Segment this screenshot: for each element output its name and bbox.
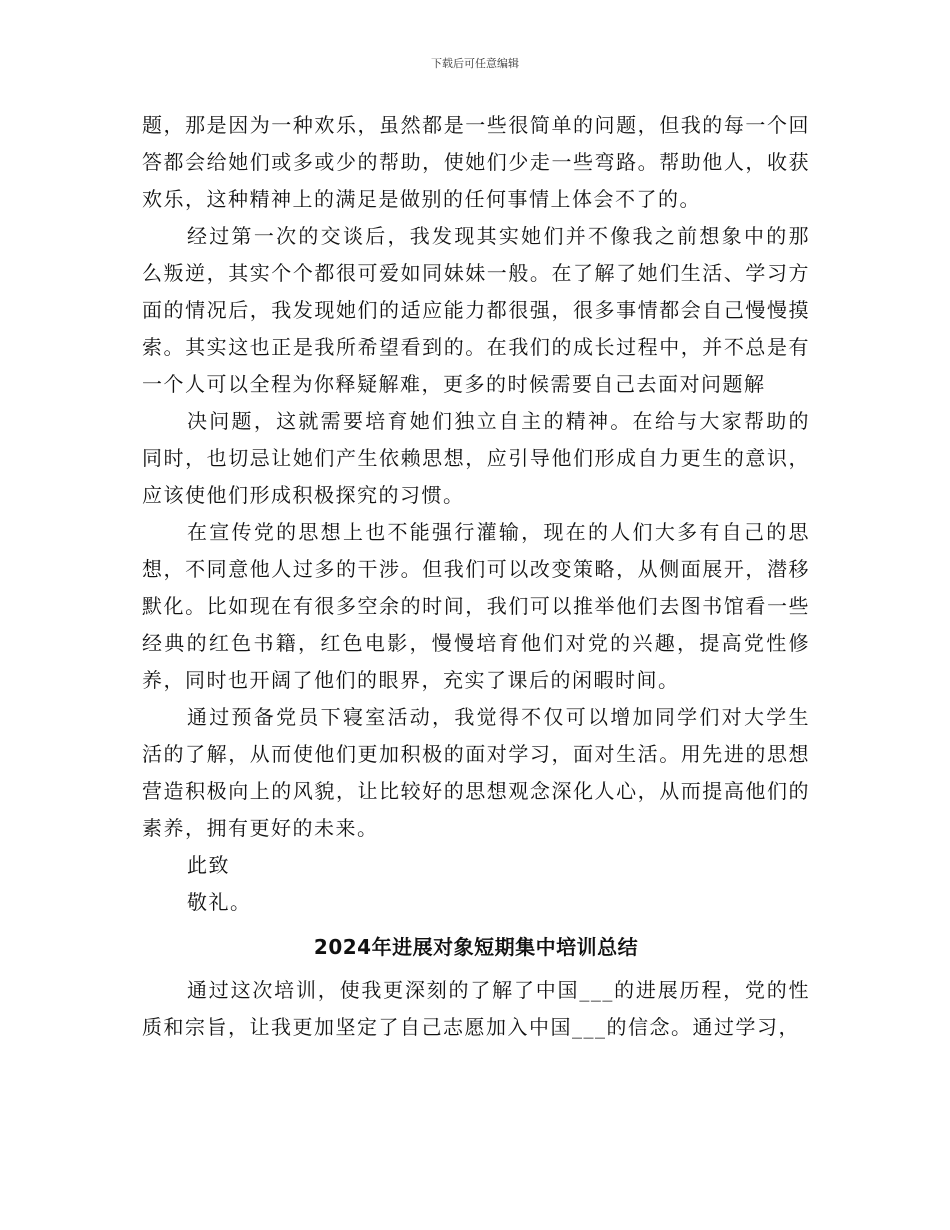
paragraph: 通过预备党员下寝室活动，我觉得不仅可以增加同学们对大学生活的了解，从而使他们更加积极的面对学习，面对生活。用先进的思想营造积极向上的风貌，让比较好的思想观念深化人心，从而提高他们的素养，拥有更好的未来。: [142, 705, 810, 840]
paragraph: 决问题，这就需要培育她们独立自主的精神。在给与大家帮助的同时，也切忌让她们产生依赖思想，应引导他们形成自力更生的意识，应该使他们形成积极探究的习惯。: [142, 409, 810, 507]
header-note: 下载后可任意编辑: [431, 57, 519, 70]
closing-regards: 敬礼。: [187, 890, 252, 914]
closing-salutation: 此致: [187, 853, 230, 877]
paragraph: 在宣传党的思想上也不能强行灌输，现在的人们大多有自己的思想，不同意他人过多的干涉。但我们可以改变策略，从侧面展开，潜移默化。比如现在有很多空余的时间，我们可以推举他们去图书馆看一些经典的红色书籍，红色电影，慢慢培育他们对党的兴趣，提高党性修养，同时也开阔了他们的眼界，充实了课后的闲暇时间。: [142, 520, 810, 692]
paragraph: 题，那是因为一种欢乐，虽然都是一些很简单的问题，但我的每一个回答都会给她们或多或少的帮助，使她们少走一些弯路。帮助他人，收获欢乐，这种精神上的满足是做别的任何事情上体会不了的。: [142, 113, 810, 211]
document-body: [142, 107, 810, 1046]
section-title: 2024年进展对象短期集中培训总结: [313, 935, 639, 959]
paragraph: 通过这次培训，使我更深刻的了解了中国___的进展历程，党的性质和宗旨，让我更加坚定了自己志愿加入中国___的信念。通过学习，: [142, 978, 810, 1039]
paragraph: 经过第一次的交谈后，我发现其实她们并不像我之前想象中的那么叛逆，其实个个都很可爱如同妹妹一般。在了解了她们生活、学习方面的情况后，我发现她们的适应能力都很强，很多事情都会自己慢慢摸索。其实这也正是我所希望看到的。在我们的成长过程中，并不总是有一个人可以全程为你释疑解难，更多的时候需要自己去面对问题解: [142, 224, 810, 396]
